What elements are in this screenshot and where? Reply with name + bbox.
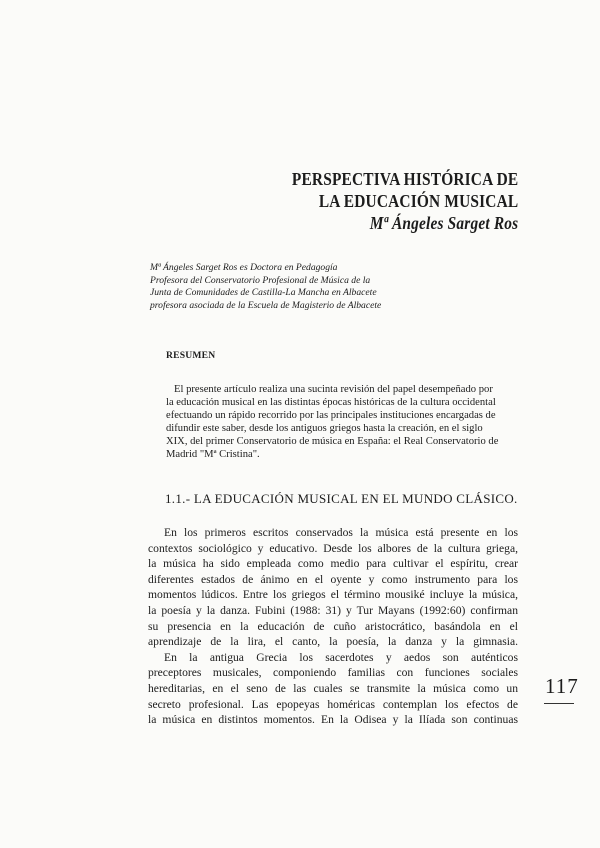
resumen-text: [166, 383, 516, 461]
bio-line: Profesora del Conservatorio Profesional de Música de la: [150, 274, 371, 286]
resumen-line: XIX, del primer Conservatorio de música en España: el Real Conservatorio de: [166, 436, 499, 447]
resumen-line: Madrid "Mª Cristina".: [166, 449, 260, 460]
resumen-heading: RESUMEN: [166, 350, 216, 361]
resumen-line: efectuando un rápido recorrido por las principales instituciones encargadas de: [166, 410, 496, 421]
body-line: secreto profesional. Las epopeyas homéricas contemplan los efectos de: [148, 697, 518, 711]
body-line: momentos lúdicos. Entre los griegos el término mousiké incluye la música,: [148, 588, 518, 602]
page-number: 117: [545, 674, 579, 698]
body-line: hereditarias, en el seno de las cuales se transmite la música como un: [148, 681, 518, 695]
page-number-rule: [544, 703, 574, 704]
title-line-2: LA EDUCACIÓN MUSICAL: [318, 191, 518, 211]
body-line: la poesía y la danza. Fubini (1988: 31) y Tur Mayans (1992:60) confirman: [148, 603, 518, 617]
author-bio: [150, 262, 490, 312]
article-title: [292, 168, 518, 234]
title-line-1: PERSPECTIVA HISTÓRICA DE: [291, 169, 518, 189]
body-line: su presencia en la educación de cuño aristocrático, basándola en el: [148, 619, 518, 633]
body-line: En los primeros escritos conservados la música está presente en los: [164, 526, 518, 539]
body-line: contextos sociológico y educativo. Desde los albores de la cultura griega,: [148, 541, 518, 555]
body-line: preceptores musicales, componiendo familias con funciones sociales: [148, 666, 518, 680]
author-name: Mª Ángeles Sarget Ros: [369, 213, 518, 233]
resumen-line: difundir este saber, desde los antiguos griegos hasta la creación, en el siglo: [166, 423, 483, 434]
resumen-line: El presente artículo realiza una sucinta revisión del papel desempeñado por: [174, 384, 493, 395]
body-line: diferentes estados de ánimo en el oyente y como instrumento para los: [148, 572, 518, 586]
body-line: la música ha sido empleada como medio para cultivar el espíritu, crear: [148, 557, 518, 571]
bio-line: Mª Ángeles Sarget Ros es Doctora en Pedagogía: [150, 262, 338, 273]
body-text: [148, 525, 518, 728]
body-line: la música en distintos momentos. En la Odisea y la Ilíada son continuas: [148, 713, 518, 727]
bio-line: profesora asociada de la Escuela de Magisterio de Albacete: [150, 299, 382, 311]
bio-line: Junta de Comunidades de Castilla-La Mancha en Albacete: [150, 287, 377, 299]
body-line: aprendizaje de la lira, el canto, la poesía, la danza y la gimnasia.: [148, 635, 518, 649]
resumen-line: la educación musical en las distintas épocas históricas de la cultura occidental: [166, 397, 496, 408]
body-line: En la antigua Grecia los sacerdotes y aedos son auténticos: [164, 650, 518, 664]
section-heading: 1.1.- LA EDUCACIÓN MUSICAL EN EL MUNDO CLÁSICO.: [165, 491, 518, 506]
